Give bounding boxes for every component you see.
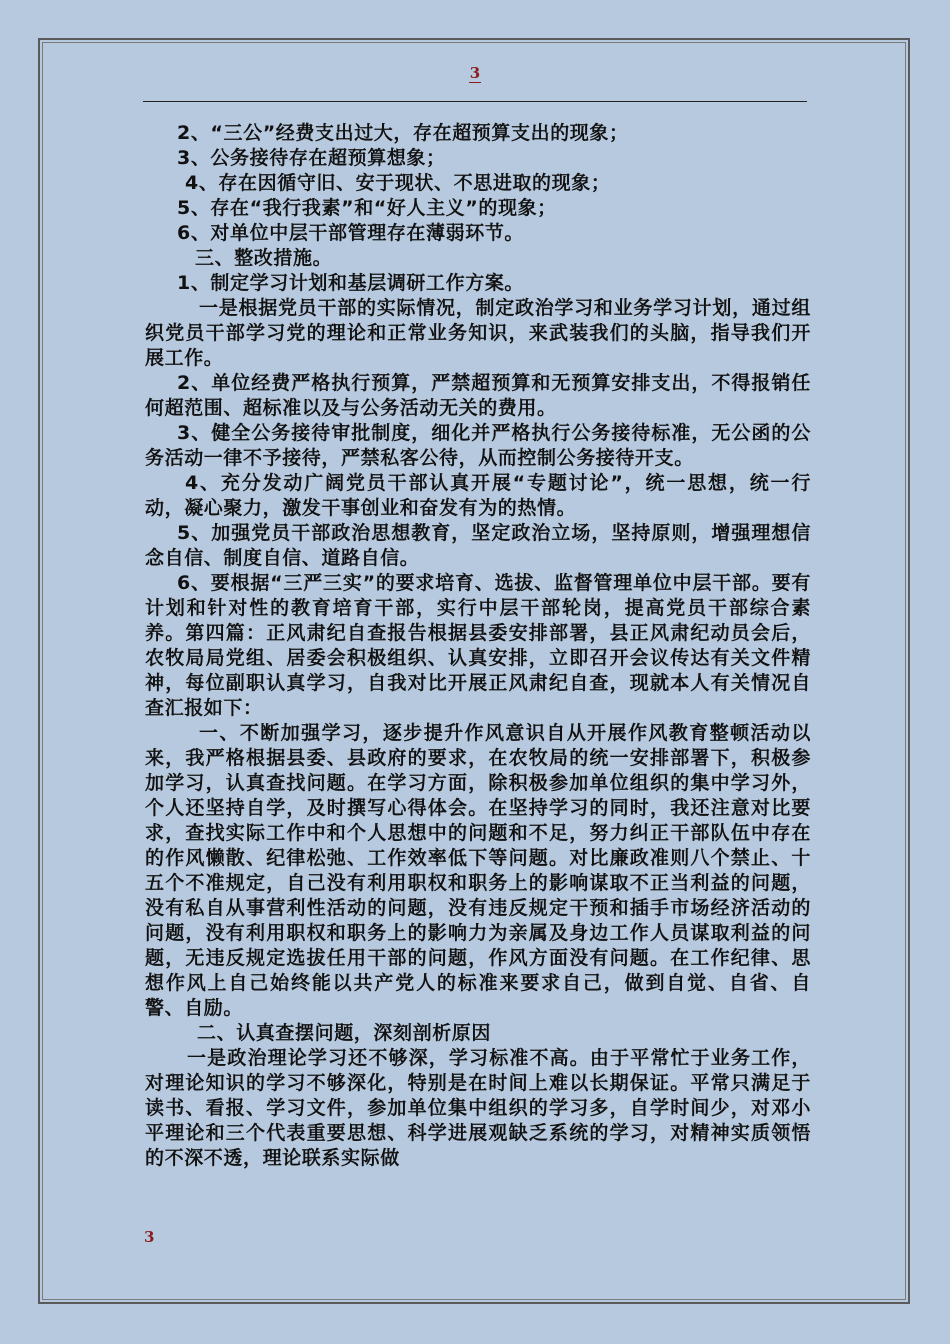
paragraph: 4、存在因循守旧、安于现状、不思进取的现象； [185,172,611,194]
paragraph: 一是政治理论学习还不够深，学习标准不高。由于平常忙于业务工作，对理论知识的学习不够深化，特别是在时间上难以长期保证。平常只满足于读书、看报、学习文件，参加单位集中组织的学习多，自学时间少，对邓小平理论和三个代表重要思想、科学进展观缺乏系统的学习，对精神实质领悟的不深不透，理论联系实际做 [145,1047,811,1169]
footer-page-number: 3 [144,1228,155,1246]
paragraph: 6、要根据“三严三实”的要求培育、选拔、监督管理单位中层干部。要有计划和针对性的教育培育干部，实行中层干部轮岗，提高党员干部综合素养。第四篇：正风肃纪自查报告根据县委安排部署，县正风肃纪动员会后，农牧局局党组、居委会积极组织、认真安排，立即召开会议传达有关文件精神，每位副职认真学习，自我对比开展正风肃纪自查，现就本人有关情况自查汇报如下： [145,572,811,719]
paragraph: 5、加强党员干部政治思想教育，坚定政治立场，坚持原则，增强理想信念自信、制度自信、道路自信。 [145,522,811,569]
paragraph: 三、整改措施。 [195,247,333,269]
paragraph: 2、“三公”经费支出过大，存在超预算支出的现象； [177,122,629,144]
paragraph: 6、对单位中层干部管理存在薄弱环节。 [177,222,525,244]
header-page-number-text: 3 [469,64,481,82]
paragraph: 一是根据党员干部的实际情况，制定政治学习和业务学习计划，通过组织党员干部学习党的理论和正常业务知识，来武装我们的头脑，指导我们开展工作。 [145,297,811,369]
paragraph: 1、制定学习计划和基层调研工作方案。 [177,272,525,294]
paragraph: 3、公务接待存在超预算想象； [177,147,446,169]
paragraph: 3、健全公务接待审批制度，细化并严格执行公务接待标准，无公函的公务活动一律不予接待，严禁私客公待，从而控制公务接待开支。 [145,422,811,469]
paragraph: 2、单位经费严格执行预算，严禁超预算和无预算安排支出，不得报销任何超范围、超标准以及与公务活动无关的费用。 [145,372,811,419]
paragraph: 4、充分发动广阔党员干部认真开展“专题讨论”，统一思想，统一行动，凝心聚力，激发干事创业和奋发有为的热情。 [145,472,811,519]
paragraph: 二、认真查摆问题，深刻剖析原因 [197,1022,492,1044]
header-rule [143,101,807,102]
header-page-number [0,64,950,82]
paragraph: 5、存在“我行我素”和“好人主义”的现象； [177,197,557,219]
paragraph: 一、不断加强学习，逐步提升作风意识自从开展作风教育整顿活动以来，我严格根据县委、县政府的要求，在农牧局的统一安排部署下，积极参加学习，认真查找问题。在学习方面，除积极参加单位组织的集中学习外，个人还坚持自学，及时撰写心得体会。在坚持学习的同时，我还注意对比要求，查找实际工作中和个人思想中的问题和不足，努力纠正干部队伍中存在的作风懒散、纪律松弛、工作效率低下等问题。对比廉政准则八个禁止、十五个不准规定，自己没有利用职权和职务上的影响谋取不正当利益的问题，没有私自从事营利性活动的问题，没有违反规定干预和插手市场经济活动的问题，没有利用职权和职务上的影响力为亲属及身边工作人员谋取利益的问题，无违反规定选拔任用干部的问题，作风方面没有问题。在工作纪律、思想作风上自己始终能以共产党人的标准来要求自己，做到自觉、自省、自警、自励。 [145,722,811,1019]
document-body [145,121,811,1171]
